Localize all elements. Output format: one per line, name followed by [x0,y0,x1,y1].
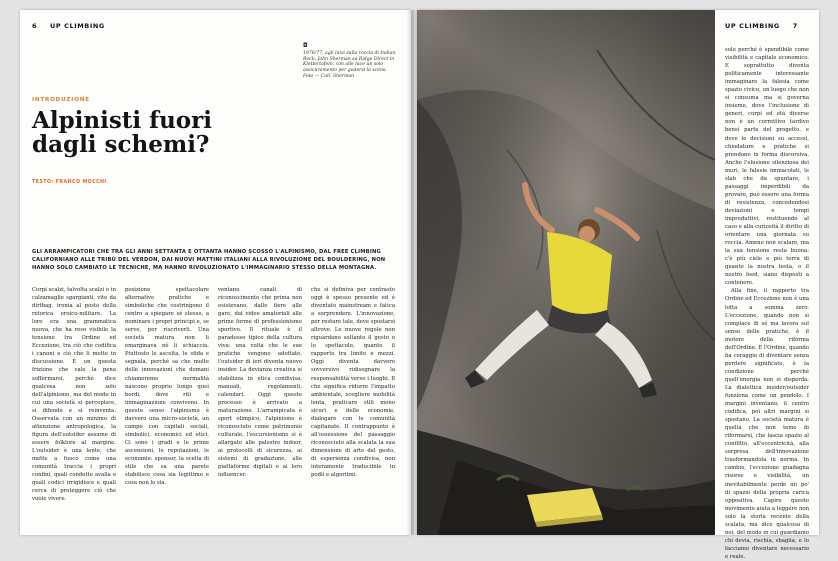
right-body-column [725,46,809,560]
body-column-3: ventano canali di riconoscimento che prima non esistevano, dalle fiere alle gare, dai video amatoriali alle prime forme di professionismo sportivo. Il rituale è il paradosso tipico della cultura viva: una volta che le sue pratiche vengono adottate, l'outsider di ieri diventa nuovo insider. La devianza creativa si stabilizza in etica condivisa, manuali, regolamenti, calendari. Oggi queste processo è arrivato a maturazione. L'arrampicata è sport olimpico, l'alpinismo è riconosciuto come patrimonio culturale, l'escursionismo si è allargato alle palestre indoor, ai protocolli di sicurezza, ai sistemi di gradazione, alle piattaforme digitali e ai loro influencer. [218,287,302,479]
page-folio-left [32,22,105,30]
article-title: Alpinisti fuori dagli schemi? [32,107,212,158]
caption-text: 1976/77, agli inizi sulla roccia di Indian Rock: John Sherman su Ridge Direct in Klettertafeln, con alle luce un solo assicuramento per godersi la scena. Foto — Coll. Sherman [303,50,396,80]
right-page [417,10,819,560]
section-name-right: UP CLIMBING [725,22,780,30]
body-column-2: posizione spettacolare alternative pratiche e simboliche che costringono il centro a spiegare sé stesso, a nominare i propri principi e, se serve, per riscriverli. Una società matura non li emarginava né li schiaccia. Piuttosto le ascolta, le sfida e segnala, perché sa che molte delle innovazioni che domani chiameremo normalità nascono proprio lungo quei bordi, dove riti e immaginazione convivono. In questo senso l'alpinismo è davvero una micro-società, un campo con capitali sociali, simbolici, economici ed etici. Ci sono i gradi e le prime ascensioni, le reputazioni, le economie: sponsor, la scelta di stile che sa una parete stabilisce cosa sia legittimo e cosa non lo sia. [125,287,209,487]
article-byline: TESTO: FRANCO MOCCHI [32,180,107,185]
photo-caption [303,42,398,80]
right-paragraph-2: Alla fine, il rapporto tra Ordine ed Eccezione non è una lotta a somma zero. L'eccezione, quando non si complace di sé ma lavora sul senso delle pratiche, è il motore della riforma dell'Ordine. E l'Ordine, quando ha coraggio di diventare senza perdere significato, è la condizione perché quell'energia non si disperda. La dialettica insider/outsider funziona come un pendolo. I margini inventano, il centro codifica, poi altri margini si spostano. La società matura è quella che non teme di riformarsi, che lascia spazio al conflitto, all'eccentricità, alla sorpresa dell'innovazione trasformandola in norma. In cambio, l'eccezione guadagna risorse e visibilità, un inevitabilmente perde un po' di spazio della propria carica oppositiva. Capire questo movimento aiuta a leggere non solo la storia recente della scalata, ma dice qualcosa di noi, del modo in cui guardiamo chi devia, rischia, sbaglia, e lo facciamo diventare necessario e reale. [725,288,809,560]
camera-icon: ◘ [303,42,308,49]
left-page [20,10,411,535]
page-number-right: 7 [792,22,798,30]
page-folio-right [725,22,798,30]
climber-photo [417,10,715,535]
article-lead: GLI ARRAMPICATORI CHE TRA GLI ANNI SETTANTA E OTTANTA HANNO SCOSSO L'ALPINISMO, DAL FREE CLIMBING CALIFORNIANO ALLE TRIBÙ DEL VERDON, DAI NUOVI MATTINI ITALIANI ALLA RIVOLUZIONE DEL BOULDERING, NON HANNO SOLO CAMBIATO LE TECNICHE, MA HANNO RIVOLUZIONATO L'IMMAGINARIO STESSO DELLA MONTAGNA. [32,249,386,272]
section-name-left: UP CLIMBING [50,22,105,30]
body-column-4: che si definiva per contrasto oggi è spesso presente ed è diventato mainstream e fatica a sorprendere. L'innovazione, per restare tale, deve spostarsi altrove. Le nuove regole non riguardano soltanto il gesto o lo spettacolo, quanto il rapporto tra limite e mezzi. Oggi diventa davvero sovversivo ridisegnare la responsabilità verso i luoghi. Il che significa ridurre l'impatto ambientale, scegliere mobilità lenta, praticare stili meno sicuri e delle economie, dialogare con le comunità capitanate. Il contrappunto è all'ossessione del passaggio riconosciuto alla scalata la sua dimensione di arte del gesto, di esperienza condivisa, non interamente traducibile in podii e algoritmi. [311,287,395,479]
page-number-left: 6 [32,22,38,30]
right-paragraph-1: solo perché è spendibile come visibilità e capitale economico. E soprattutto diventa politicamente interessante immaginare la falesia come spazio civico, un luogo che non si consuma ma si governa insieme, dove l'inclusione di generi, corpi ed età diverse non è un correttivo tardivo bensì parte del progetto, e dove le decisioni su accessi, chiodature e pratiche si prendono in forma discorsiva. Anche l'elusione silenziosa dei muri, le falesie immacolati, le slab che da spuntare, i passaggi imperdibili da provare, può essere una forma di resistenza, concedendosi deviazioni e tempi improduttivi, restituendo al caso e alla curiosità il diritto di orientare una giornata su roccia. Ameno non scalare, ma la sua tensione resta buona: c'è più cielo e più terra di quanto la nostra testa, o il nostro feed, siano disposti a contenere. [725,47,809,287]
body-column-1: Corpi scalzi, talvolta scalzi o in calzamaglie sgargianti, vite da dirtbag, ironia al posto della retorica eroico-militare. La loro era una grammatica nuova, che ha reso visibile la tensione tra Ordine ed Eccezione, tra ciò che codifica i canoni e ciò che li mette in discussione. È un questa frizione che vale la pena soffermarsi, perché dice qualcosa non solo dell'alpinismo, ma del modo in cui una società si percepisce, si difende e si reinventa. Osservata con un minimo di attenzione antropologica, la figura dell'outsider assume di essere folklore al margine. L'outsider è una lente, che mette a fuoco come una comunità traccia i propri confini, quali condotte avalla e quali codici irrigidisce e quali cerca di proteggere ciò che vuole vivere. [32,287,116,503]
article-kicker: INTRODUZIONE [32,97,90,103]
